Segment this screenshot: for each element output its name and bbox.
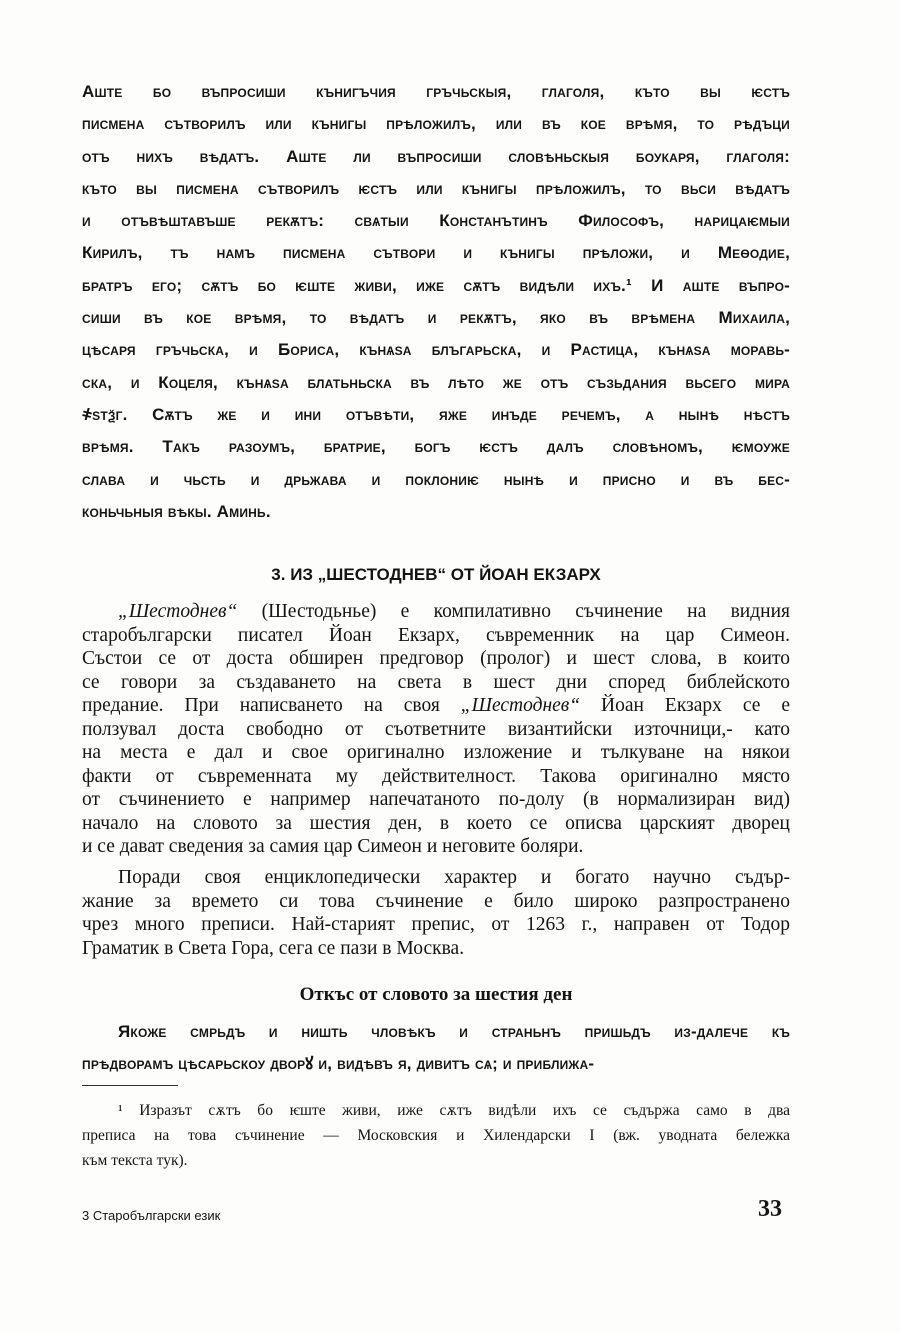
text-span: Йоан Екзарх се е [580,695,790,716]
text-line: писмена сътворилъ или кънигы прѣложилъ, или въ кое врѣмя, то рѣдъци [82,114,790,134]
text-span: (Шестодьнье) е компилативно съчинение на видния [237,601,790,622]
footnote [82,1098,790,1173]
text-line: ска, и Коцеля, кънѧѕа блатьньска въ лѣто же отъ съзьдания вьсего мира [82,372,790,392]
text-line: Аште бо въпросиши кънигъчия гръчьскыя, глаголя, къто вы ѥстъ [82,82,790,101]
text-span: старобългарски писател Йоан Екзарх, съвременник на цар Симеон. [82,624,790,646]
text-span: жание за времето си това съчинение е било широко разпространено [82,890,790,912]
text-line: Якоже смрьдъ и ништь чловѣкъ и страньнъ пришьдъ из-далече къ [118,1022,790,1041]
text-span: факти от съвременната му действителност. Такова оригинално място [82,765,790,787]
text-line [82,694,790,718]
text-line [82,890,790,914]
text-line [82,671,790,695]
text-span: начало на словото за шестия ден, в което се описва царският дворец [82,812,790,834]
text-span: ползувал доста свободно от съответните византийски източници,- като [82,718,790,740]
text-line [82,647,790,671]
text-span: Граматик в Света Гора, сега се пази в Москва. [82,937,465,959]
text-line [82,866,790,890]
text-line: цѣсаря гръчьска, и Бориса, кънѧѕа блъгарьска, и Растица, кънѧѕа моравь- [82,340,790,360]
text-line: слава и чьсть и дрьжава и поклониѥ нынѣ и присно и въ бес- [82,469,790,489]
text-span: от съчинението е например напечатаното по-долу (в нормализиран вид) [82,789,790,810]
page-number: 33 [758,1196,782,1222]
text-span: Поради своя енциклопедически характер и богато научно съдър- [118,867,790,888]
text-line [82,718,790,742]
text-line: коньчьныя вѣкы. Аминь. [82,501,271,521]
ocs-passage [82,76,790,528]
text-span: се говори за създаването на света в шест дни според библейското [82,671,790,693]
text-line: ҂ѕтѯг. Сѫтъ же и ини отъвѣти, яже инъде речемъ, а нынѣ нѣстъ [82,404,790,424]
text-span: Състои се от доста обширен предговор (пролог) и шест слова, в които [82,648,790,669]
text-line: прѣдворамъ цѣсарьскоу дворꙋ и, видѣвъ я, дивитъ сѧ; и приближа- [82,1054,595,1073]
running-title: 3 Старобългарски език [82,1208,221,1223]
text-line [82,812,790,836]
text-line: сиши въ кое врѣмя, то вѣдатъ и рекѫтъ, яко въ врѣмена Михаила, [82,308,790,328]
text-span: предание. При написването на своя [82,695,461,716]
text-line [82,835,790,859]
text-line: къто вы писмена сътворилъ ѥстъ или кънигы прѣложилъ, то вьси вѣдатъ [82,178,790,198]
section-heading: 3. ИЗ „ШЕСТОДНЕВ“ ОТ ЙОАН ЕКЗАРХ [271,565,601,584]
text-line [82,600,790,624]
text-line: врѣмя. Такъ разоумъ, братрие, богъ ѥстъ далъ словѣномъ, ѥмоуже [82,437,790,457]
excerpt-heading: Откъс от словото за шестия ден [299,984,573,1005]
text-span: и се дават сведения за самия цар Симеон и неговите боляри. [82,836,584,857]
text-line [82,741,790,765]
text-line [82,937,790,961]
text-line [82,788,790,812]
text-line: и отъвѣштавъше рекѫтъ: свѧтыи Констанътинъ Философъ, нарицаѥмыи [82,211,790,231]
intro-paragraph-2 [82,866,790,960]
intro-paragraph-1 [82,600,790,859]
text-line [82,913,790,937]
text-line: отъ нихъ вѣдатъ. Аште ли въпросиши словѣньскыя боукаря, глаголя: [82,146,790,166]
text-span: чрез много преписи. Най-старият препис, от 1263 г., направен от Тодор [82,914,790,935]
text-line: към текста тук). [82,1152,188,1169]
text-line: братръ его; сѫтъ бо ѥште живи, иже сѫтъ видѣли ихъ.¹ И аште въпро- [82,275,790,295]
italic-title: „Шестоднев“ [118,601,238,622]
text-line [82,624,790,648]
text-line: ¹ Изразът сѫтъ бо ѥште живи, иже сѫтъ видѣли ихъ се съдържа само в два [118,1102,790,1119]
footnote-divider [82,1085,178,1086]
text-line: преписа на това съчинение — Московския и Хилендарски I (вж. уводната бележка [82,1127,790,1144]
excerpt-text [82,1016,790,1080]
text-line [82,765,790,789]
text-line: Кирилъ, тъ намъ писмена сътвори и кънигы прѣложи, и Меѳодие, [82,243,790,263]
italic-title: „Шестоднев“ [460,695,581,716]
text-span: на места е дал и свое оригинално изложение и тълкуване на някои [82,742,790,763]
